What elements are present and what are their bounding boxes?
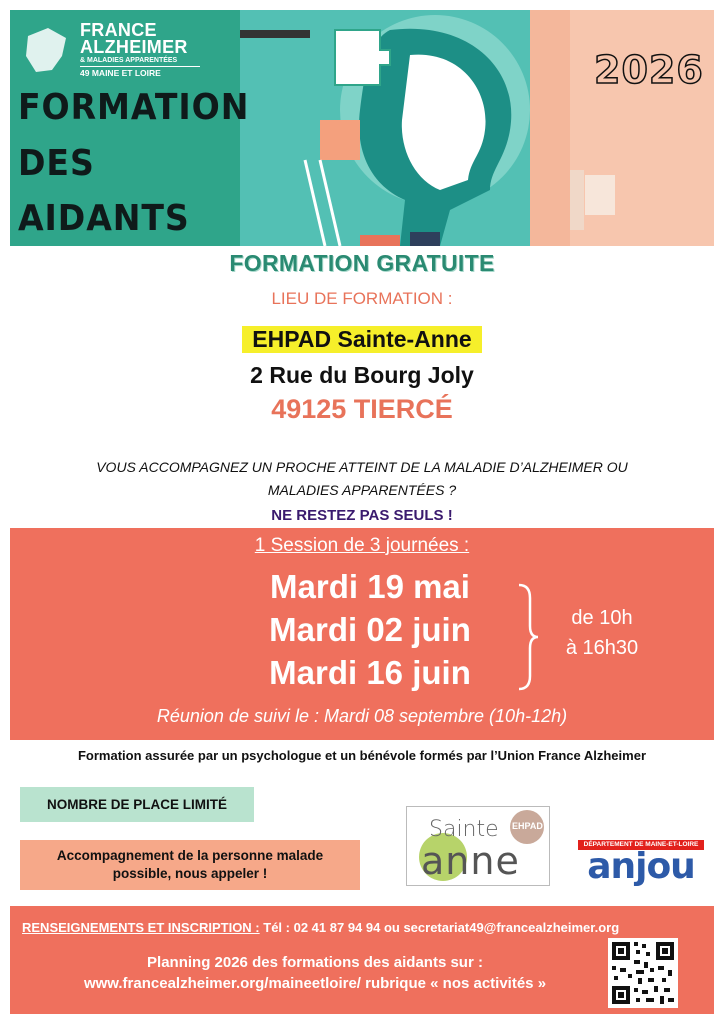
logo-department (80, 68, 161, 78)
qr-code-icon[interactable] (608, 938, 678, 1008)
logo-dept-name: MAINE ET LOIRE (91, 68, 161, 78)
year-label: 2026 (594, 48, 704, 92)
renseignements-contact[interactable]: Tél : 02 41 87 94 94 ou secretariat49@francealzheimer.org (263, 920, 620, 935)
accompagnement-line-1: Accompagnement de la personne malade (56, 848, 324, 863)
question-line-1: VOUS ACCOMPAGNEZ UN PROCHE ATTEINT DE LA MALADIE D’ALZHEIMER OU (96, 459, 628, 475)
planning-link[interactable]: www.francealzheimer.org/maineetloire/ rubrique « nos activités » (83, 975, 547, 992)
session-date-3: Mardi 16 juin (269, 654, 471, 691)
session-title (0, 535, 724, 557)
sainte-anne-logo (406, 806, 550, 886)
venue-street: 2 Rue du Bourg Joly (250, 362, 474, 388)
logo-france: FRANCE (80, 20, 157, 40)
session-date-1: Mardi 19 mai (270, 568, 470, 605)
question-text (40, 456, 684, 502)
venue-name: EHPAD Sainte-Anne (242, 326, 481, 353)
sainte-anne-top-text: Sainte (429, 817, 499, 842)
logo-alzheimer: ALZHEIMER (80, 37, 188, 57)
session-time-from: de 10h (571, 607, 633, 629)
anjou-name: anjou (587, 846, 695, 887)
ne-restez-pas-seuls: NE RESTEZ PAS SEULS ! (271, 507, 453, 524)
puzzle-head-illustration (240, 10, 640, 246)
venue-city: 49125 TIERCÉ (271, 394, 453, 424)
formation-gratuite-heading: FORMATION GRATUITE (229, 250, 495, 276)
right-brace-icon (516, 582, 540, 692)
question-line-2: MALADIES APPARENTÉES ? (267, 482, 457, 498)
session-date-2: Mardi 02 juin (269, 611, 471, 648)
planning-text (30, 952, 600, 994)
session-title-text: 1 Session de 3 journées : (254, 535, 470, 556)
session-time-to: à 16h30 (565, 637, 639, 659)
renseignements-label: RENSEIGNEMENTS ET INSCRIPTION : (22, 920, 260, 935)
france-alzheimer-logo-icon (22, 26, 70, 76)
title-aidants: AIDANTS (18, 198, 190, 239)
renseignements-line (22, 920, 619, 935)
lieu-label: LIEU DE FORMATION : (271, 289, 453, 308)
title-formation: FORMATION (18, 87, 250, 128)
title-des: DES (18, 143, 95, 184)
nombre-de-place-badge: NOMBRE DE PLACE LIMITÉ (20, 787, 254, 822)
header-banner (10, 10, 714, 246)
venue-name-wrap (0, 326, 724, 353)
formation-assuree-text: Formation assurée par un psychologue et un bénévole formés par l’Union France Alzheimer (77, 748, 647, 763)
sainte-anne-bottom-text: anne (421, 839, 520, 883)
accompagnement-badge (20, 840, 360, 890)
reunion-de-suivi: Réunion de suivi le : Mardi 08 septembre (10h-12h) (156, 706, 568, 726)
sainte-anne-ehpad-badge: EHPAD (512, 821, 543, 831)
planning-line-1: Planning 2026 des formations des aidants sur : (147, 954, 483, 971)
logo-dept-number: 49 (80, 68, 90, 78)
logo-divider (80, 66, 200, 67)
anjou-dept-bar: DÉPARTEMENT DE MAINE-ET-LOIRE (578, 840, 704, 850)
logo-maladies: & MALADIES APPARENTÉES (80, 57, 178, 64)
anjou-logo (578, 840, 704, 890)
accompagnement-line-2: possible, nous appeler ! (112, 866, 268, 881)
